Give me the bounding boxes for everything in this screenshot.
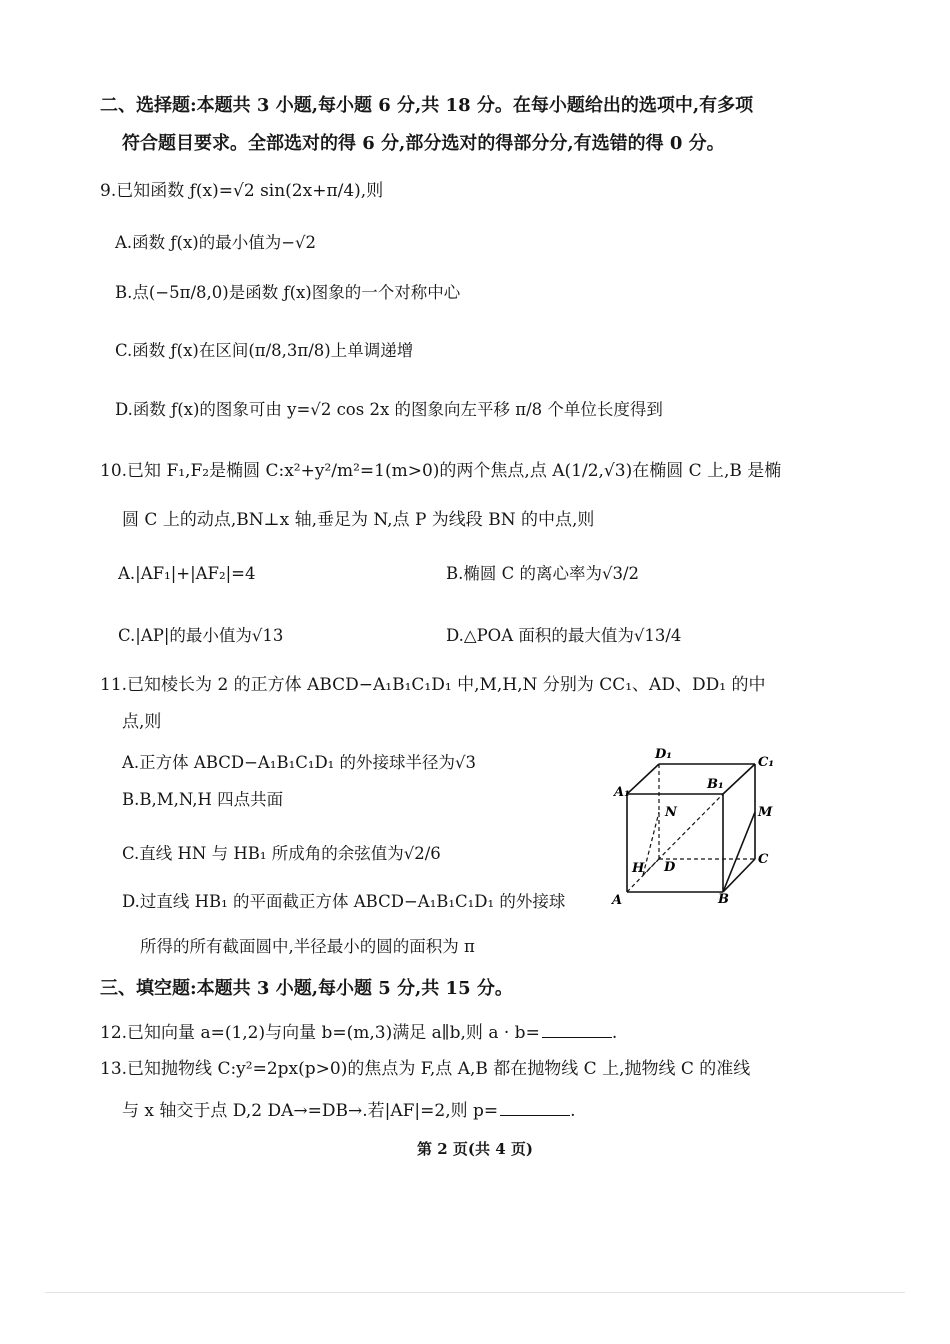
q11-stem-line1: 11.已知棱长为 2 的正方体 ABCD−A₁B₁C₁D₁ 中,M,H,N 分别为 CC₁、AD、DD₁ 的中 (100, 675, 766, 695)
label-m: M (758, 805, 773, 820)
q13-text: 与 x 轴交于点 D,2 DA→=DB→.若|AF|=2,则 p= (122, 1101, 499, 1121)
edge-b1c1 (723, 764, 755, 794)
label-a1: A₁ (614, 785, 630, 800)
q10-option-a: A.|AF₁|+|AF₂|=4 (118, 564, 256, 583)
q10-option-b: B.椭圆 C 的离心率为√3/2 (446, 564, 640, 583)
section-2-heading: 二、选择题:本题共 3 小题,每小题 6 分,共 18 分。在每小题给出的选项中,有多项 (100, 95, 754, 116)
label-n: N (665, 805, 677, 820)
q13-line1: 13.已知抛物线 C:y²=2px(p>0)的焦点为 F,点 A,B 都在抛物线 C 上,抛物线 C 的准线 (100, 1059, 751, 1079)
q9-option-d: D.函数 ƒ(x)的图象可由 y=√2 cos 2x 的图象向左平移 π/8 个单位长度得到 (115, 400, 663, 419)
q9-option-b: B.点(−5π/8,0)是函数 ƒ(x)图象的一个对称中心 (115, 283, 461, 302)
q12-end: . (611, 1023, 618, 1043)
q11-option-b: B.B,M,N,H 四点共面 (122, 790, 284, 809)
label-b: B (718, 892, 729, 907)
label-b1: B₁ (707, 777, 724, 792)
q10-stem-line2: 圆 C 上的动点,BN⊥x 轴,垂足为 N,点 P 为线段 BN 的中点,则 (122, 510, 595, 530)
segment-hb1-hidden (643, 794, 723, 875)
edge-bc (723, 859, 755, 892)
segment-bm (723, 812, 755, 892)
q11-option-c: C.直线 HN 与 HB₁ 所成角的余弦值为√2/6 (122, 844, 441, 863)
bottom-divider (45, 1292, 905, 1293)
q10-option-c: C.|AP|的最小值为√13 (118, 626, 284, 645)
q10-stem-line1: 10.已知 F₁,F₂是椭圆 C:x²+y²/m²=1(m>0)的两个焦点,点 A(1/2,√3)在椭圆 C 上,B 是椭 (100, 461, 782, 481)
q13-line2 (122, 1097, 576, 1122)
q9-option-a: A.函数 ƒ(x)的最小值为−√2 (115, 233, 317, 252)
section-2-instructions: 符合题目要求。全部选对的得 6 分,部分选对的得部分分,有选错的得 0 分。 (122, 133, 725, 154)
q11-option-d-line1: D.过直线 HB₁ 的平面截正方体 ABCD−A₁B₁C₁D₁ 的外接球 (122, 892, 566, 911)
label-d: D (664, 860, 676, 875)
q9-stem: 9.已知函数 ƒ(x)=√2 sin(2x+π/4),则 (100, 181, 384, 201)
q9-option-c: C.函数 ƒ(x)在区间(π/8,3π/8)上单调递增 (115, 341, 414, 360)
q13-answer-blank[interactable] (500, 1097, 570, 1116)
q11-option-d-line2: 所得的所有截面圆中,半径最小的圆的面积为 π (140, 937, 475, 956)
label-c1: C₁ (758, 755, 775, 770)
cube-figure (610, 742, 790, 907)
q13-end: . (570, 1101, 576, 1121)
page-number-footer: 第 2 页(共 4 页) (417, 1140, 533, 1158)
section-3-heading: 三、填空题:本题共 3 小题,每小题 5 分,共 15 分。 (100, 978, 513, 999)
q11-stem-line2: 点,则 (122, 712, 162, 732)
q12-line (100, 1019, 617, 1044)
label-d1: D₁ (655, 747, 672, 762)
q12-answer-blank[interactable] (542, 1019, 612, 1038)
label-a: A (612, 893, 623, 907)
edge-a1d1 (627, 764, 659, 794)
segment-hn-hidden (643, 812, 659, 875)
q10-option-d: D.△POA 面积的最大值为√13/4 (446, 626, 682, 645)
q12-text: 12.已知向量 a=(1,2)与向量 b=(m,3)满足 a∥b,则 a · b= (100, 1023, 540, 1043)
label-c: C (758, 852, 769, 867)
q11-option-a: A.正方体 ABCD−A₁B₁C₁D₁ 的外接球半径为√3 (122, 753, 477, 772)
label-h: H (632, 861, 645, 876)
